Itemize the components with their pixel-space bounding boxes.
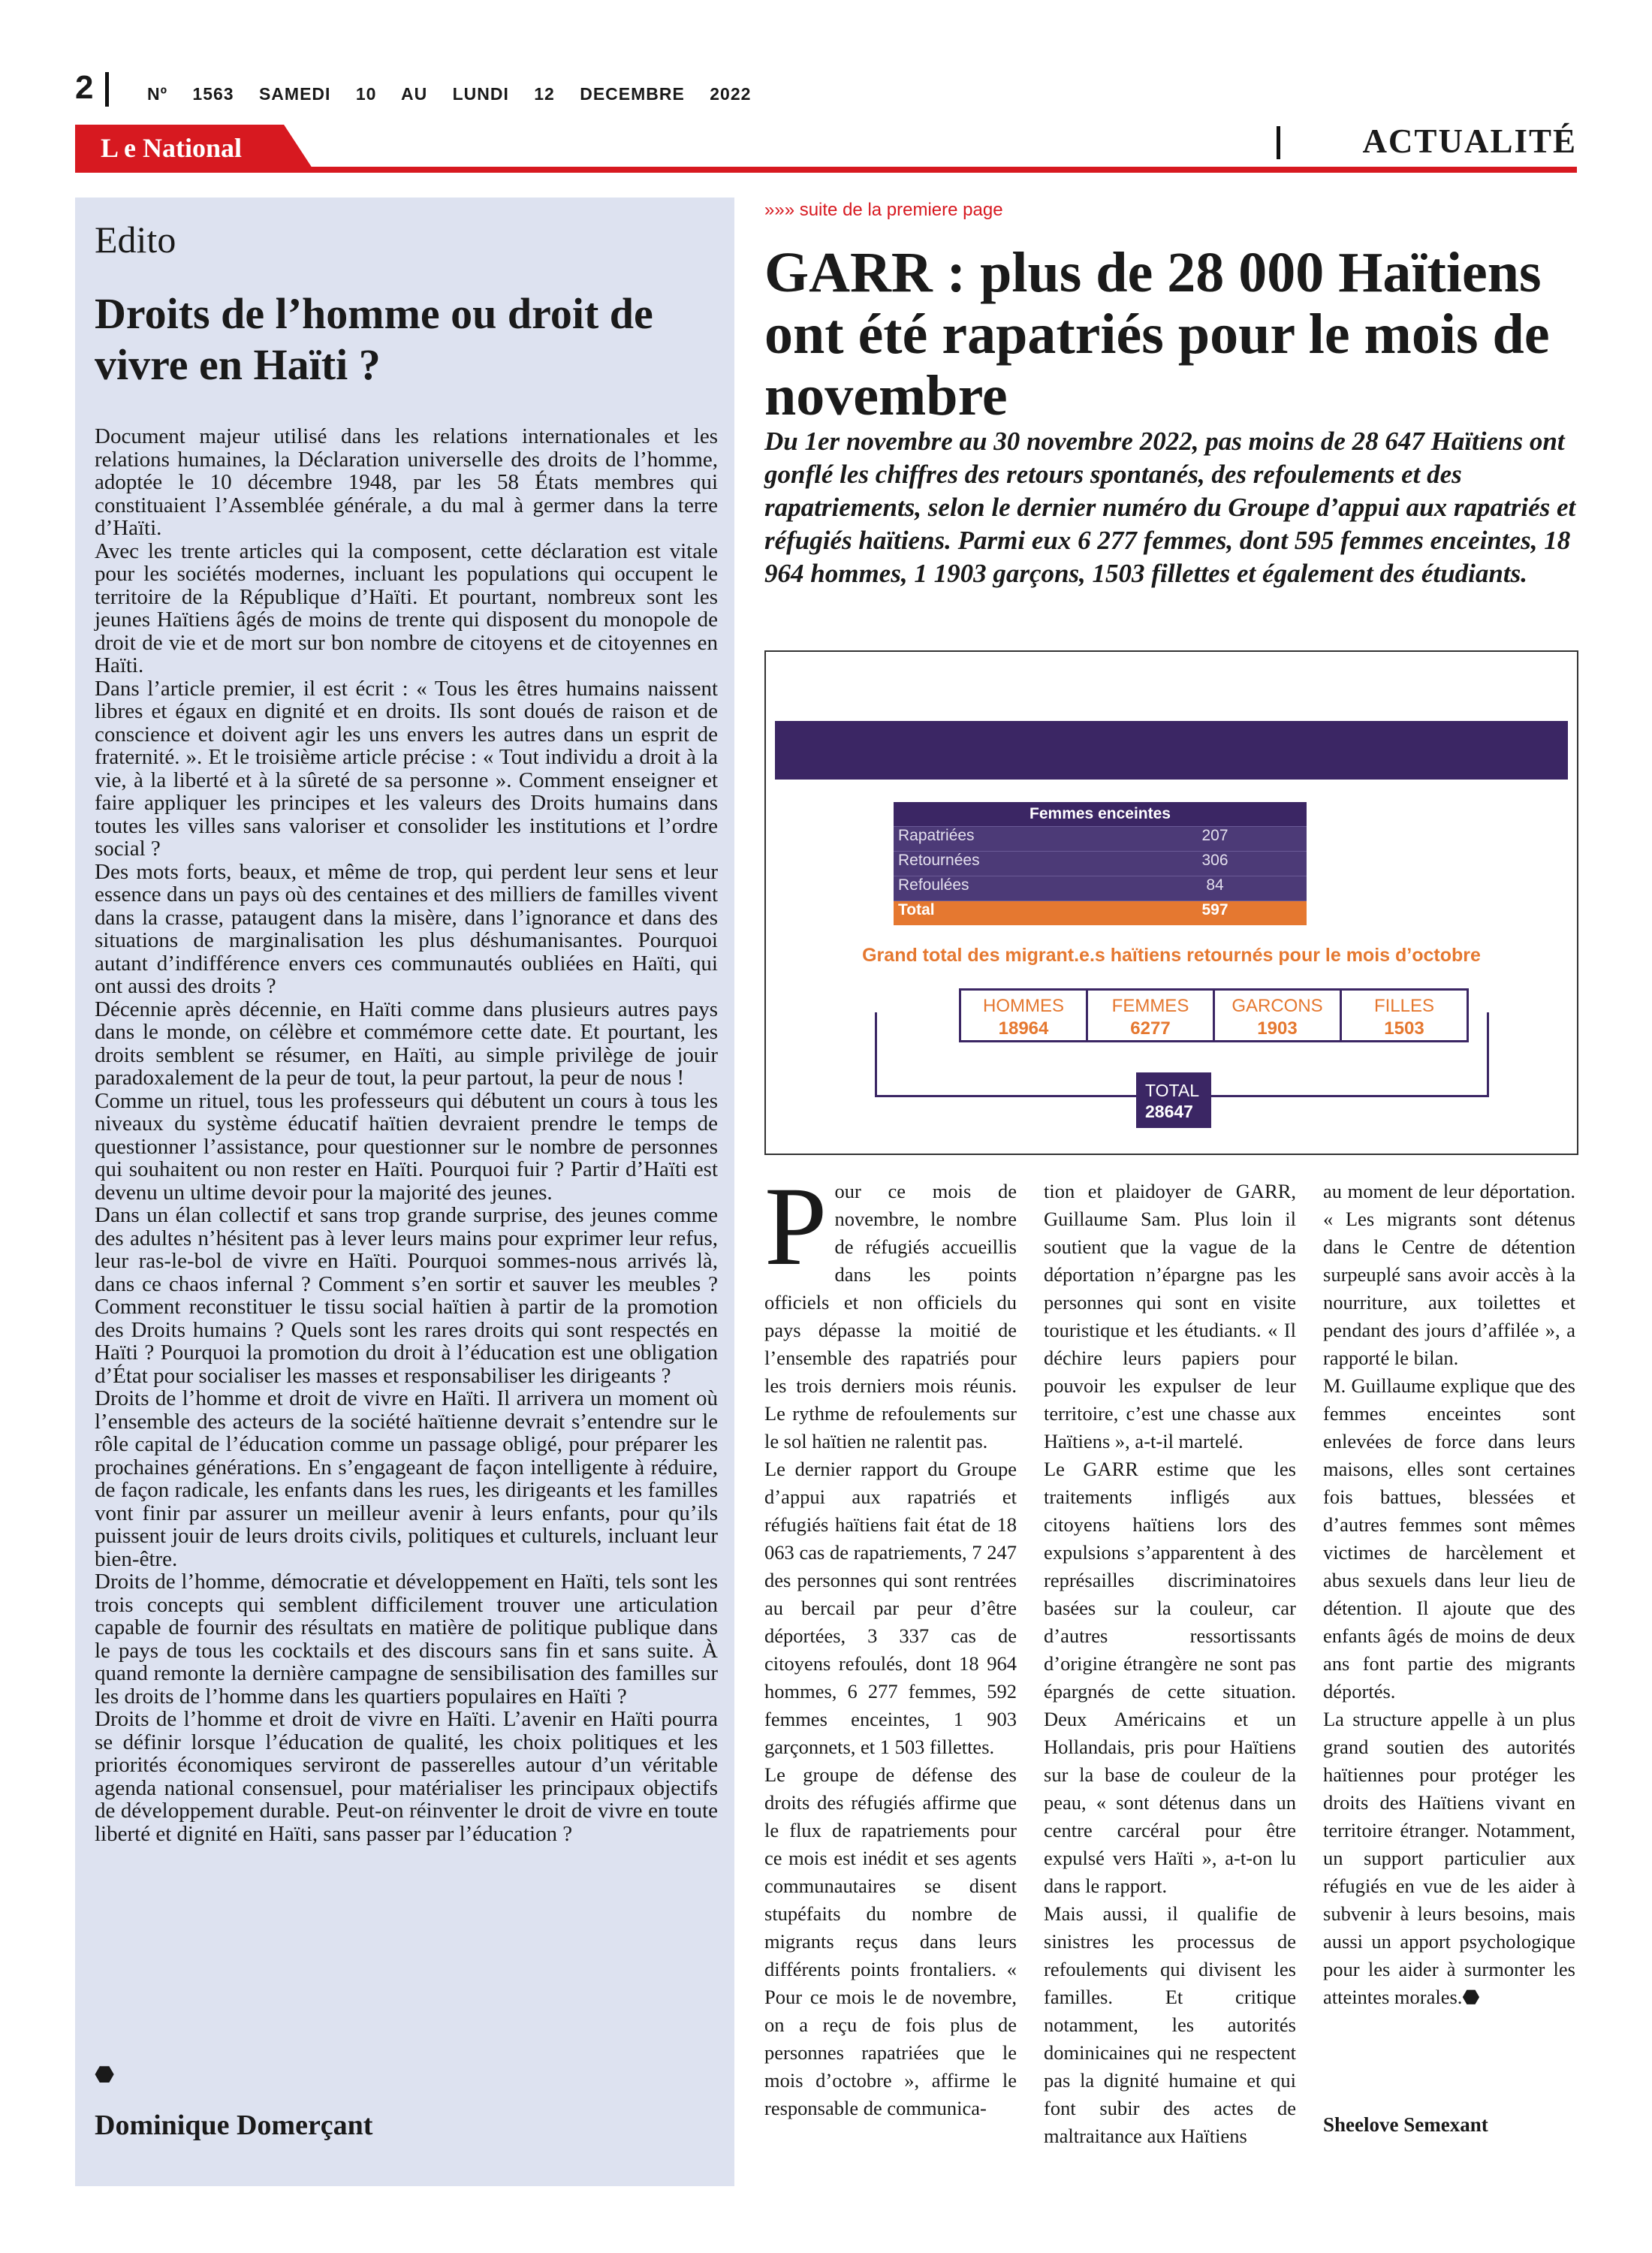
article-headline: GARR : plus de 28 000 Haïtiens ont été rapatriés pour le mois de novembre — [764, 241, 1550, 427]
page-number-divider — [105, 72, 109, 107]
row-label: Total — [898, 901, 935, 918]
edito-title: Droits de l’homme ou droit de vivre en Haïti ? — [95, 289, 653, 389]
article-paragraph: Le groupe de défense des droits des réfugiés affirme que le flux de rapatriements pour ce mois est inédit et ses agents communautaires se disent stupéfaits du nombre de migrants reçus dans leurs différents points frontaliers. « Pour ce mois le de novembre, on a reçu de fois plus de personnes rapatriées que le mois d’octobre », affirme le responsable de communica- — [764, 1763, 1017, 2119]
table-row — [894, 851, 1307, 876]
article-paragraph: our ce mois de novembre, le nombre de réfugiés accueillis dans les points officiels et non officiels du pays dépasse la moitié de l’ensemble des rapatriés pour les trois derniers mois réunis. Le rythme de refoulements sur le sol haïtien ne ralentit pas. — [764, 1180, 1017, 1452]
row-value: 207 — [1201, 827, 1228, 844]
category-name: FEMMES — [1111, 996, 1189, 1016]
date-word: 2022 — [710, 84, 752, 104]
table-row — [894, 826, 1307, 851]
edito-author: Dominique Domerçant — [95, 2110, 373, 2141]
article-column-2 — [1044, 1178, 1296, 2150]
date-word: SAMEDI — [258, 84, 331, 104]
article-paragraph: M. Guillaume explique que des femmes enceintes sont enlevées de force dans leurs maisons, elles sont certaines fois battues, blessées et d’autres femmes sont mêmes victimes de harcèlement et abus sexuels dans leur lieu de détention. Il ajoute que des enfants âgés de moins de deux ans font partie des migrants déportés. — [1323, 1374, 1575, 1703]
grand-total-title: Grand total des migrant.e.s haïtiens retournés pour le mois d’octobre — [862, 945, 1481, 966]
edito-body — [95, 425, 718, 1845]
article-column-1 — [764, 1164, 1017, 2122]
total-label: TOTAL — [1145, 1081, 1199, 1100]
date-word: DECEMBRE — [580, 84, 685, 104]
infographic — [764, 650, 1578, 1155]
end-mark-icon: ⬣ — [95, 2061, 115, 2088]
row-value: 84 — [1206, 876, 1224, 894]
category-box — [1213, 988, 1342, 1042]
category-box — [959, 988, 1088, 1042]
table-title: Femmes enceintes — [894, 802, 1307, 826]
row-value: 306 — [1201, 852, 1228, 869]
category-box — [1086, 988, 1215, 1042]
category-value: 1503 — [1384, 1018, 1424, 1039]
edito-paragraph: Avec les trente articles qui la composent, cette déclaration est vitale pour les sociétés modernes, incluant les populations qui occupent le territoire de la République d’Haïti. Et pourtant, nombreux sont les jeunes Haïtiens âgés de moins de trente qui disposent du monopole de droit de vie et de mort sur bon nombre de citoyens et de citoyennes en Haïti. — [95, 538, 718, 677]
continued-note: »»» suite de la premiere page — [764, 200, 1003, 220]
drop-cap: P — [764, 1164, 828, 1289]
edito-paragraph: Document majeur utilisé dans les relations internationales et les relations humaines, la Déclaration universelle des droits de l’homme, adoptée le 10 décembre 1948, par les 58 États membres qui constituaient l’Assemblée générale, a du mal à germer dans la terre d’Haïti. — [95, 424, 718, 540]
page-number: 2 — [75, 69, 94, 106]
category-name: GARCONS — [1231, 996, 1323, 1016]
edito-paragraph: Comme un rituel, tous les professeurs qui débutent un cours à tous les niveaux du système éducatif haïtien devraient prendre le temps de questionner l’assistance, pour questionner sur le nombre de personnes qui souhaitent ou non rester en Haïti. Pourquoi fuir ? Partir d’Haïti est devenu un ultime devoir pour la majorité des jeunes. — [95, 1088, 718, 1205]
row-label: Retournées — [898, 852, 980, 869]
row-value: 597 — [1201, 901, 1228, 918]
edito-paragraph: Droits de l’homme et droit de vivre en Haïti. Il arrivera un moment où l’ensemble des acteurs de la société haïtienne devrait s’entendre sur le rôle capital de l’éducation comme un passage obligé, pour préparer les prochaines générations. En s’engageant de façon intelligente à réduire, de façon radicale, les enfants dans les rues, les dirigeants et les familles vont finir par assurer un meilleur avenir à leurs enfants, pour qu’ils puissent jouir de leurs droits civils, politiques et culturels, incluant leur bien-être. — [95, 1386, 718, 1571]
article-paragraph: La structure appelle à un plus grand soutien des autorités haïtiennes pour protéger les droits des Haïtiens vivant en territoire étranger. Notamment, un support particulier aux réfugiés en vue de les aider à subvenir à leurs besoins, mais aussi un apport psychologique pour les aider à surmonter les atteintes morales.⬣ — [1323, 1708, 1575, 2008]
date-word: 10 — [355, 84, 377, 104]
section-divider — [1277, 126, 1280, 159]
edito-label: Edito — [95, 219, 176, 261]
row-label: Refoulées — [898, 876, 969, 894]
issue-number: Nº 1563 — [147, 84, 234, 104]
edito-paragraph: Droits de l’homme, démocratie et développement en Haïti, tels sont les trois concepts qui semblent difficilement trouver une articulation capable de fournir des résultats en matière de politique publique dans le pays de tous les cocktails et des discours sans fin et sans suite. À quand remonte la dernière campagne de sensibilisation des familles sur les droits de l’homme dans les quartiers populaires en Haïti ? — [95, 1570, 718, 1709]
edito-paragraph: Dans un élan collectif et sans trop grande surprise, des jeunes comme des adultes n’hésitent pas à lever leurs mains pour exprimer leur refus, leur ras-le-bol de vivre en Haïti. Pourquoi sommes-nous arrivés là, dans ce chaos infernal ? Comment s’en sortir et sauver les meubles ? Comment reconstituer le tissu social haïtien à partir de la promotion des Droits humains ? Quels sont les rares droits qui sont respectés en Haïti ? Pourquoi la promotion du droit à l’éducation est une obligation d’État pour socialiser les masses et responsabiliser les dirigeants ? — [95, 1203, 718, 1388]
article-paragraph: au moment de leur déportation. « Les migrants sont détenus dans le Centre de détention surpeuplé sans avoir accès à la nourriture, aux toilettes et pendant des jours d’affilée », a rapporté le bilan. — [1323, 1180, 1575, 1369]
date-word: AU — [400, 84, 428, 104]
section-title: ACTUALITÉ — [1362, 122, 1577, 160]
edito-paragraph: Droits de l’homme et droit de vivre en Haïti. L’avenir en Haïti pourra se définir lorsque l’éducation de qualité, les choix politiques et les priorités économiques serviront de passerelles autour d’un véritable agenda national consensuel, pour matérialiser les principaux objectifs de développement durable. Peut-on réinventer le droit de vivre en toute liberté et dignité en Haïti, sans passer par l’éducation ? — [95, 1707, 718, 1846]
article-paragraph: Mais aussi, il qualifie de sinistres les processus de refoulements qui divisent les familles. Et critique notamment, les autorités dominicaines qui ne respectent pas la dignité humaine et qui font subir des actes de maltraitance aux Haïtiens — [1044, 1902, 1296, 2147]
category-boxes — [961, 988, 1469, 1042]
category-name: HOMMES — [983, 996, 1064, 1016]
table-total-row — [894, 900, 1307, 925]
category-value: 18964 — [998, 1018, 1049, 1039]
category-value: 6277 — [1130, 1018, 1171, 1039]
date-word: 12 — [534, 84, 555, 104]
pregnant-women-table — [894, 802, 1307, 925]
row-label: Rapatriées — [898, 827, 975, 844]
total-box — [1136, 1072, 1211, 1128]
edito-paragraph: Dans l’article premier, il est écrit : « Tous les êtres humains naissent libres et égaux en dignité et en droits. Ils sont doués de raison et de conscience et doivent agir les uns envers les autres dans un esprit de fraternité. ». Et le troisième article précise : « Tout individu a droit à la vie, à la liberté et à la sûreté de sa personne ». Comment enseigner et faire appliquer les principes et les valeurs des Droits humains dans toutes les villes sans valoriser et consolider les institutions et l’ordre social ? — [95, 676, 718, 861]
table-row — [894, 876, 1307, 900]
infographic-banner — [775, 721, 1568, 780]
article-column-3 — [1323, 1178, 1575, 2011]
edito-paragraph: Des mots forts, beaux, et même de trop, qui perdent leur sens et leur essence dans un pays où des centaines et des milliers de familles vivent dans la crasse, pataugent dans la misère, dans l’ignorance et dans des situations de marginalisation les plus déshumanisantes. Pourquoi autant d’indifférence envers ces communautés oubliées en Haïti, qui ont aussi des droits ? — [95, 859, 718, 998]
category-box — [1340, 988, 1469, 1042]
total-value: 28647 — [1145, 1102, 1193, 1121]
date-word: LUNDI — [452, 84, 509, 104]
newspaper-brand: L e National — [101, 133, 243, 163]
article-byline: Sheelove Semexant — [1323, 2113, 1488, 2136]
article-lede: Du 1er novembre au 30 novembre 2022, pas moins de 28 647 Haïtiens ont gonflé les chiffres des retours spontanés, des refoulements et des rapatriements, selon le dernier numéro du Groupe d’appui aux rapatriés et réfugiés haïtiens. Parmi eux 6 277 femmes, dont 595 femmes enceintes, 18 964 hommes, 1 1903 garçons, 1503 fillettes et également des étudiants. — [764, 427, 1576, 588]
edito-paragraph: Décennie après décennie, en Haïti comme dans plusieurs autres pays dans le monde, on célèbre et commémore cette date. Et pourtant, les droits semblent se résumer, en Haïti, au simple privilège de jouir paradoxalement de la peur de tout, la peur partout, la peur de nous ! — [95, 997, 718, 1090]
article-paragraph: Le dernier rapport du Groupe d’appui aux rapatriés et réfugiés haïtiens fait état de 18 063 cas de rapatriements, 7 247 des personnes qui sont rentrées au bercail par peur d’être déportées, 3 337 cas de citoyens refoulés, dont 18 964 hommes, 6 277 femmes, 592 femmes enceintes, 1 903 garçonnets, et 1 503 fillettes. — [764, 1458, 1017, 1758]
article-paragraph: tion et plaidoyer de GARR, Guillaume Sam. Plus loin il soutient que la vague de la déportation n’épargne pas les personnes qui sont en visite touristique et les étudiants. « Il déchire leurs papiers pour pouvoir les expulser de leur territoire, c’est une chasse aux Haïtiens », a-t-il martelé. — [1044, 1180, 1296, 1452]
category-value: 1903 — [1257, 1018, 1298, 1039]
category-name: FILLES — [1373, 996, 1435, 1016]
issue-date-line — [147, 84, 751, 104]
article-paragraph: Le GARR estime que les traitements infligés aux citoyens haïtiens lors des expulsions s’apparentent à des représailles discriminatoires basées sur la couleur, car d’autres ressortissants d’origine étrangère ne sont pas épargnés de cette situation. Deux Américains et un Hollandais, pris pour Haïtiens sur la base de couleur de la peau, « sont détenus dans un centre carcéral pour être expulsé vers Haïti », a-t-on lu dans le rapport. — [1044, 1458, 1296, 1897]
